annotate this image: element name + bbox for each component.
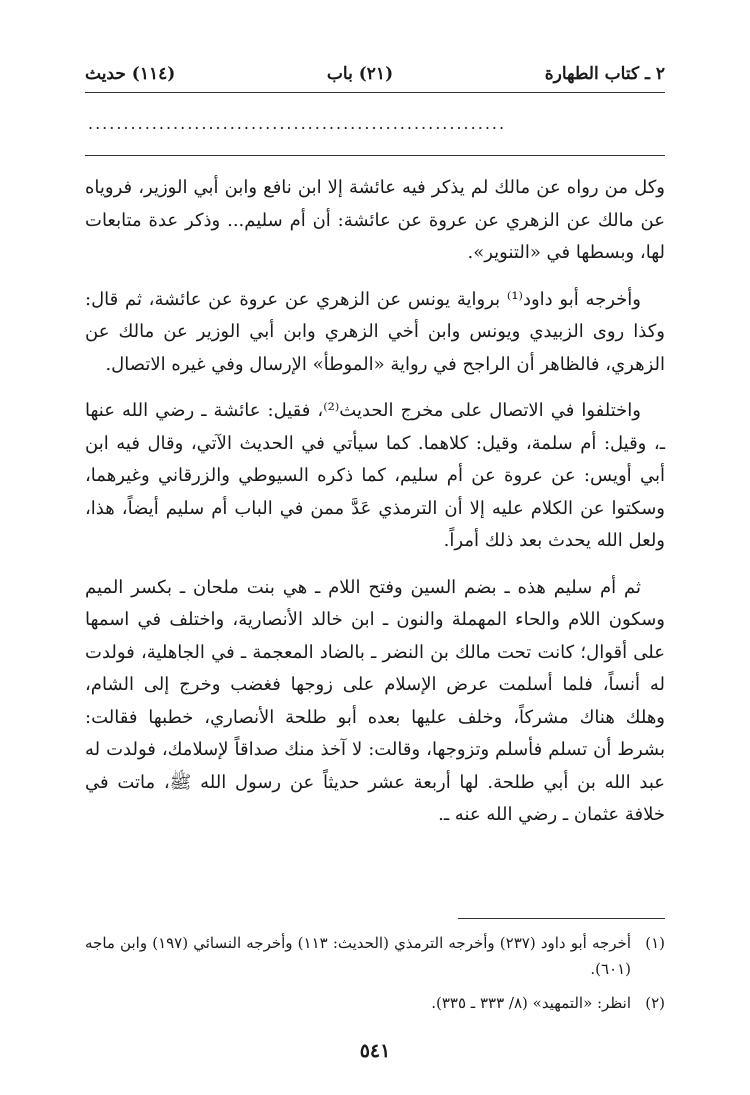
footnotes [85, 930, 665, 1024]
header-book-title: ٢ ـ كتاب الطهارة [544, 64, 665, 84]
paragraph-4: ثم أم سليم هذه ـ بضم السين وفتح اللام ـ هي بنت ملحان ـ بكسر الميم وسكون اللام والحاء المهملة والنون ـ ابن خالد الأنصارية، واختلف في اسمها على أقوال؛ كانت تحت مالك بن النضر ـ بالضاد المعجمة ـ في الجاهلية، فولدت له أنساً، فلما أسلمت عرض الإسلام على زوجها فغضب وخرج إلى الشام، وهلك هناك مشركاً، وخلف عليها بعده أبو طلحة الأنصاري، خطبها فقالت: بشرط أن تسلم فأسلم وتزوجها، وقالت: لا آخذ منك صداقاً لإسلامك، فولدت له عبد الله بن أبي طلحة. لها أربعة عشر حديثاً عن رسول الله ﷺ، ماتت في خلافة عثمان ـ رضي الله عنه ـ. [85, 576, 665, 825]
footnote-1 [85, 930, 665, 982]
footnote-text: انظر: «التمهيد» (٨/ ٣٣٣ ـ ٣٣٥). [431, 994, 631, 1012]
paragraph-3: واختلفوا في الاتصال على مخرج الحديث⁽²⁾، فقيل: عائشة ـ رضي الله عنها ـ، وقيل: أم سلمة، وقيل: كلاهما. كما سيأتي في الحديث الآتي، وقال فيه ابن أبي أويس: عن عروة عن أم سليم، كما ذكره السيوطي والزرقاني وغيرهما، وسكتوا عن الكلام عليه إلا أن الترمذي عَدَّ ممن في الباب أم سليم أيضاً، هذا، ولعل الله يحدث بعد ذلك أمراً. [85, 400, 665, 551]
paragraph-2: وأخرجه أبو داود⁽¹⁾ برواية يونس عن الزهري عن عروة عن عائشة، ثم قال: وكذا روى الزبيدي ويونس وابن أخي الزهري وابن أبي الوزير عن مالك عن الزهري، فالظاهر أن الراجح في رواية «الموطأ» الإرسال وفي غيره الاتصال. [85, 288, 665, 375]
footnote-text: أخرجه أبو داود (٢٣٧) وأخرجه الترمذي (الحديث: ١١٣) وأخرجه النسائي (١٩٧) وابن ماجه (٦٠١). [85, 934, 631, 978]
header-divider [85, 92, 665, 93]
page-number: ٥٤١ [359, 1040, 391, 1062]
ellipsis-line: ........................................................... [88, 114, 507, 133]
main-text [85, 172, 665, 846]
footnote-number: (١) [645, 934, 665, 952]
footnote-divider [458, 918, 665, 919]
header-chapter: (٢١) باب [326, 64, 394, 84]
paragraph-1: وكل من رواه عن مالك لم يذكر فيه عائشة إلا ابن نافع وابن أبي الوزير، فروياه عن مالك عن الزهري عن عروة عن عائشة: أن أم سليم... وذكر عدة متابعات لها، وبسطها في «التنوير». [85, 177, 665, 263]
header-hadith-number: (١١٤) حديث [85, 64, 176, 84]
footnote-number: (٢) [645, 994, 665, 1012]
text-divider [85, 155, 665, 156]
running-header [85, 60, 665, 88]
footnote-2 [85, 990, 665, 1016]
